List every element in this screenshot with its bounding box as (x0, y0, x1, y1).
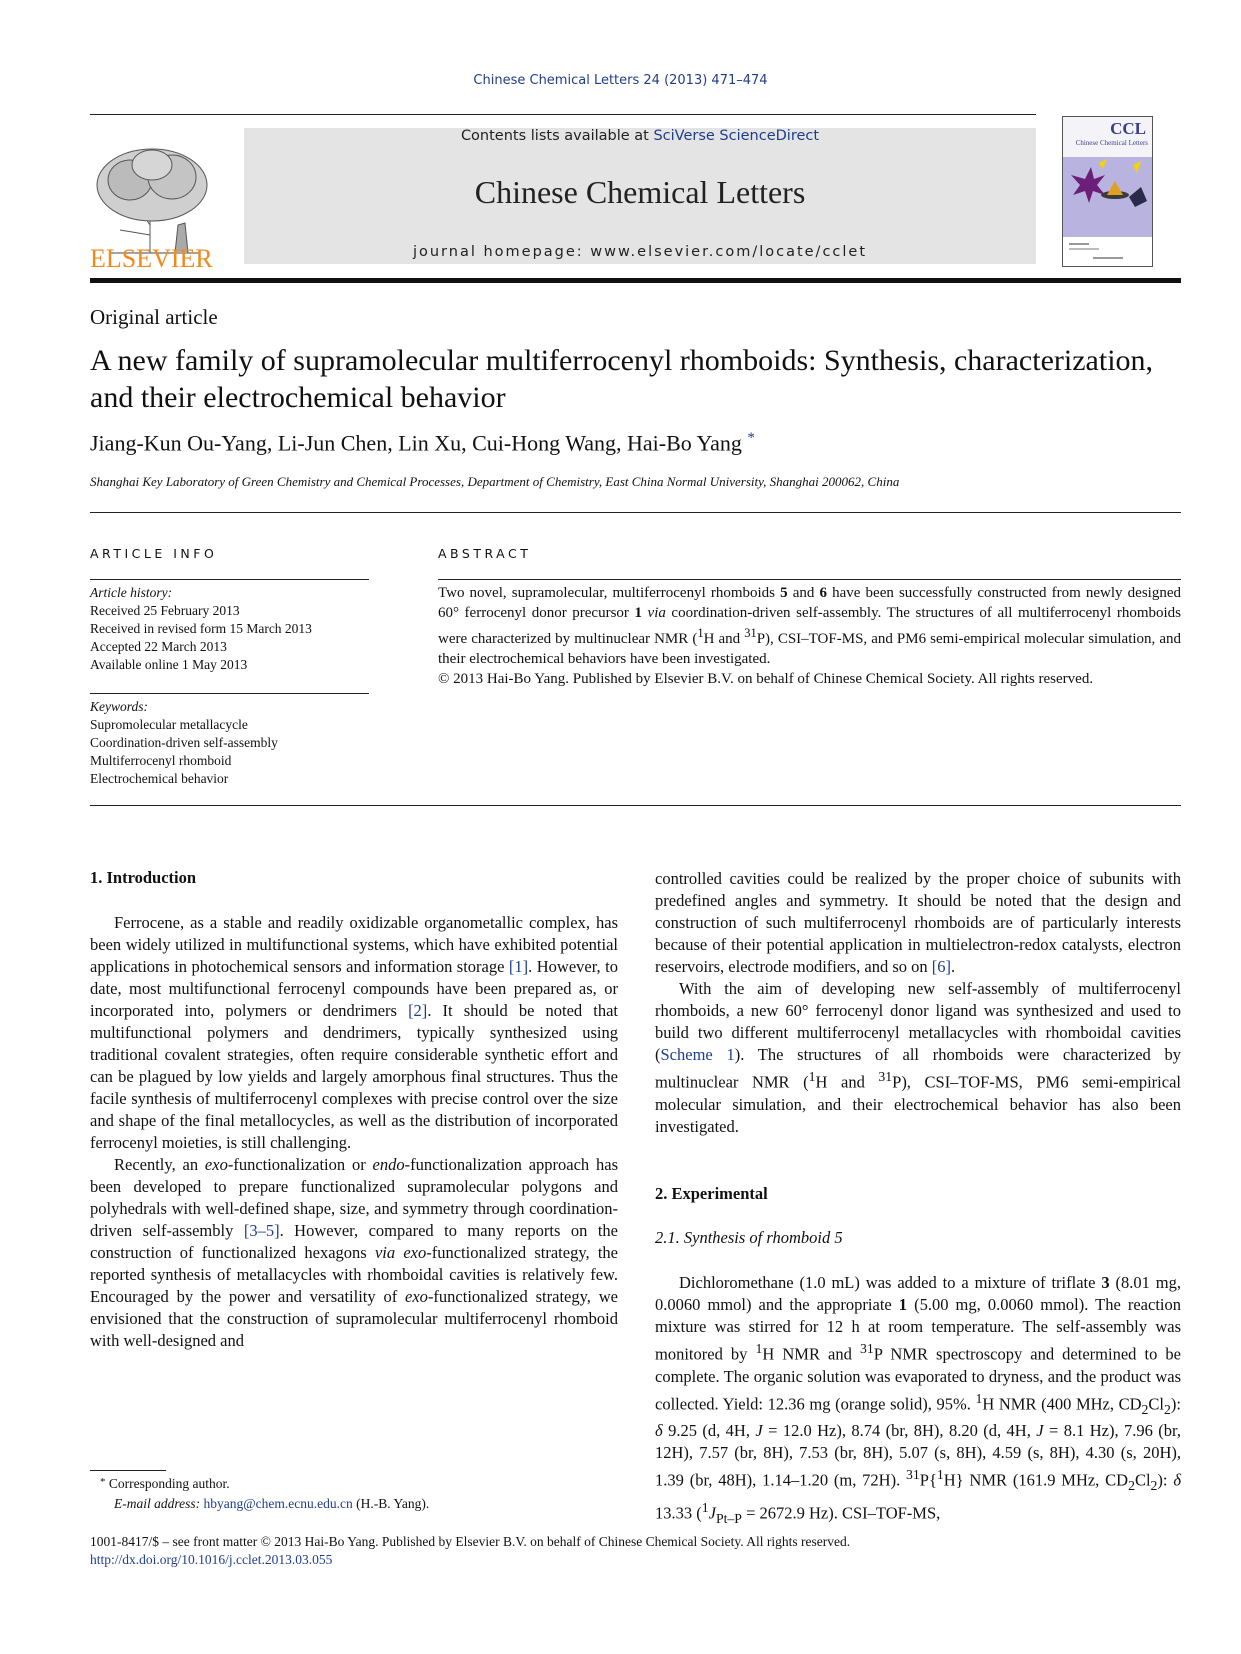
abstract-rule (438, 579, 1181, 580)
info-rule-1 (90, 579, 369, 580)
cover-title: CCL (1110, 119, 1146, 138)
article-type: Original article (90, 305, 218, 329)
contents-line (244, 128, 1036, 144)
abstract-bottom-rule (90, 805, 1181, 806)
cover-subtitle: Chinese Chemical Letters (1075, 139, 1148, 147)
keyword: Supromolecular metallacycle (90, 717, 248, 732)
history-label: Article history: (90, 585, 173, 600)
email-suffix: (H.-B. Yang). (356, 1496, 430, 1511)
front-matter (90, 1533, 850, 1569)
journal-cover (1062, 116, 1153, 267)
top-rule (90, 114, 1036, 115)
journal-reference[interactable]: Chinese Chemical Letters 24 (2013) 471–474 (473, 73, 768, 88)
journal-name: Chinese Chemical Letters (474, 174, 806, 210)
cover-artwork (1063, 157, 1152, 267)
keywords (90, 698, 369, 788)
keyword: Multiferrocenyl rhomboid (90, 753, 232, 768)
issn-line: 1001-8417/$ – see front matter © 2013 Hai-Bo Yang. Published by Elsevier B.V. on behalf of Chinese Chemical Society. All rights reserved. (90, 1534, 851, 1549)
history-accepted: Accepted 22 March 2013 (90, 639, 227, 654)
email-footnote (114, 1496, 429, 1512)
corresponding-author-mark[interactable]: * (747, 430, 755, 446)
journal-homepage[interactable]: journal homepage: www.elsevier.com/locate/cclet (412, 244, 868, 260)
article-history (90, 584, 369, 674)
synthesis-heading: 2.1. Synthesis of rhomboid 5 (655, 1228, 843, 1247)
synthesis-text: Dichloromethane (1.0 mL) was added to a mixture of triflate 3 (8.01 mg, 0.0060 mmol) and the appropriate 1 (5.00 mg, 0.0060 mmol). The reaction mixture was stirred for 12 h at room temperature. The self-assembly was monitored by $^1$H NMR and $^{31}$P NMR spectroscopy and determined to be complete. The organic solution was evaporated to dryness, and the product was collected. Yield: 12.36 mg (orange solid), 95%. $^1$H NMR (400 MHz, $CD_2Cl_2$): δ 9.25 (d, 4H, J = 12.0 Hz), 8.74 (br, 8H), 8.20 (d, 4H, J = 8.1 Hz), 7.96 (br, 12H), 7.57 (br, 8H), 7.53 (br, 8H), 5.07 (s, 8H), 4.59 (s, 8H), 4.30 (s, 20H), 1.39 (br, 48H), 1.14–1.20 (m, 72H). $^{31}$P{$^1$H} NMR (161.9 MHz, $CD_2Cl_2$): δ 13.33 ($^1J_{Pt-P} = 2672.9$ Hz). CSI–TOF-MS, (655, 1273, 1181, 1526)
corresponding-footnote (100, 1476, 230, 1492)
sciencedirect-link[interactable]: SciVerse ScienceDirect (653, 128, 820, 144)
authors: Jiang-Kun Ou-Yang, Li-Jun Chen, Lin Xu, Cui-Hong Wang, Hai-Bo Yang (90, 430, 742, 456)
article-info-heading: ARTICLE INFO (90, 546, 218, 561)
abstract-text: Two novel, supramolecular, multiferrocenyl rhomboids 5 and 6 have been successfully constructed from newly designed 60° ferrocenyl donor precursor 1 via coordination-driven self-assembly. The structures of all multiferrocenyl rhomboids were characterized by multinuclear NMR ($^1$H and $^{31}$P), CSI–TOF-MS, and PM6 semi-empirical molecular simulation, and their electrochemical behaviors have been investigated. © 2013 Hai-Bo Yang. Published by Elsevier B.V. on behalf of Chinese Chemical Society. All rights reserved. (438, 585, 1182, 687)
footnote-rule (90, 1470, 166, 1471)
author-list (90, 430, 755, 456)
intro-heading: 1. Introduction (90, 868, 197, 887)
history-received: Received 25 February 2013 (90, 603, 240, 618)
email-link[interactable]: hbyang@chem.ecnu.edu.cn (203, 1496, 353, 1511)
elsevier-wordmark: ELSEVIER (90, 244, 213, 273)
abstract-copyright: © 2013 Hai-Bo Yang. Published by Elsevier B.V. on behalf of Chinese Chemical Society. All rights reserved. (438, 671, 1094, 687)
keywords-label: Keywords: (90, 699, 148, 714)
intro-text-continued: controlled cavities could be realized by the proper choice of subunits with predefined angles and symmetry. It should be noted that the design and construction of such multiferrocenyl rhomboids are of particularly interests because of their potential application in multielectron-redox catalysts, electron reservoirs, electrode modifiers, and so on [6]. With the aim of developing new self-assembly of multiferrocenyl rhomboids, a new 60° ferrocenyl donor ligand was synthesized and used to build two different multiferrocenyl metallacycles with rhomboidal cavities (Scheme 1). The structures of all rhomboids were characterized by multinuclear NMR ($^1$H and $^{31}$P), CSI–TOF-MS, PM6 semi-empirical molecular simulation, and their electrochemical behavior has also been investigated. (655, 869, 1182, 1136)
corresponding-label: Corresponding author. (108, 1476, 230, 1491)
contents-prefix: Contents lists available at (460, 128, 654, 144)
keyword: Coordination-driven self-assembly (90, 735, 278, 750)
experimental-heading: 2. Experimental (655, 1184, 768, 1203)
doi-link[interactable]: http://dx.doi.org/10.1016/j.cclet.2013.03.055 (90, 1552, 333, 1567)
intro-text: Ferrocene, as a stable and readily oxidizable organometallic complex, has been widely utilized in multifunctional systems, which have exhibited potential applications in photochemical sensors and information storage [1]. However, to date, most multifunctional ferrocenyl compounds have been prepared as, or incorporated into, polymers or dendrimers [2]. It should be noted that multifunctional polymers and dendrimers, typically synthesized using traditional covalent strategies, often require considerable synthetic effort and can be plagued by low yields and largely amorphous final structures. Thus the facile synthesis of multiferrocenyl complexes with precise control over the size and shape of the final metallocycles, as well as the distribution of incorporated ferrocenyl moieties, is still challenging. Recently, an exo-functionalization or endo-functionalization approach has been developed to prepare functionalized supramolecular polygons and polyhedrals with well-defined shape, size, and symmetry through coordination-driven self-assembly [3–5]. However, compared to many reports on the construction of functionalized hexagons via exo-functionalized strategy, the reported synthesis of metallacycles with rhomboidal cavities is relatively few. Encouraged by the power and versatility of exo-functionalized strategy, we envisioned that the construction of supramolecular multiferrocenyl rhomboid with well-designed and (90, 913, 619, 1350)
keyword: Electrochemical behavior (90, 771, 229, 786)
email-label: E-mail address: (114, 1496, 201, 1511)
info-rule-2 (90, 693, 369, 694)
footnote-star: * (100, 1476, 106, 1488)
article-title: A new family of supramolecular multiferrocenyl rhomboids: Synthesis, characterization, and their electrochemical behavior (90, 344, 1154, 414)
history-online: Available online 1 May 2013 (90, 657, 248, 672)
title-rule (90, 512, 1181, 513)
history-revised: Received in revised form 15 March 2013 (90, 621, 312, 636)
abstract-heading: ABSTRACT (438, 546, 532, 561)
affiliation: Shanghai Key Laboratory of Green Chemistry and Chemical Processes, Department of Chemistry, East China Normal University, Shanghai 200062, China (90, 474, 900, 489)
header-thick-rule (90, 278, 1181, 283)
